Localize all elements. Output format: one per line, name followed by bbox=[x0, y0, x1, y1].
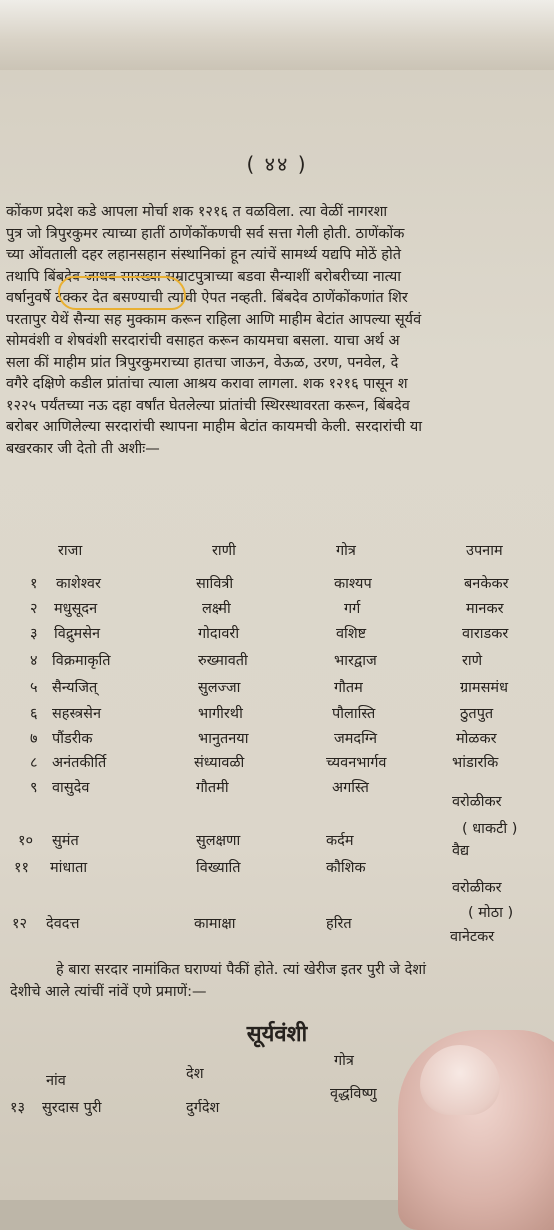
row-gotra: कर्दम bbox=[326, 833, 354, 849]
row-gotra: गर्ग bbox=[344, 601, 361, 617]
header-queen: राणी bbox=[212, 543, 236, 559]
row-surname: ग्रामसमंध bbox=[460, 680, 508, 696]
text-line: १२२५ पर्यंतच्या नऊ दहा वर्षांत घेतलेल्या प्रांतांची स्थिरस्थावरता करून, बिंबदेव bbox=[6, 397, 410, 414]
row-king: अनंतकीर्ति bbox=[52, 755, 107, 771]
row-number: ९ bbox=[30, 780, 38, 796]
row-queen: भागीरथी bbox=[198, 706, 243, 722]
row-gotra: च्यवनभार्गव bbox=[326, 755, 387, 771]
row-king: मांधाता bbox=[50, 860, 88, 876]
row-number: ३ bbox=[30, 626, 38, 642]
section-title: सूर्यवंशी bbox=[246, 1022, 308, 1047]
text-line: वर्षानुवर्षे टक्कर देत बसण्याची त्याची ऐपत नव्हती. बिंबदेव ठाणेंकोंकणांत शिर bbox=[6, 290, 408, 306]
page-top-edge bbox=[0, 0, 554, 70]
text-line: सला कीं माहीम प्रांत त्रिपुरकुमराच्या हातचा जाऊन, वेऊळ, उरण, पनवेल, दे bbox=[6, 354, 399, 371]
row-king: विद्रुमसेन bbox=[54, 626, 101, 642]
row-gotra: जमदग्नि bbox=[334, 731, 378, 747]
row-king: पौंडरीक bbox=[52, 731, 93, 747]
row-queen: विख्याति bbox=[196, 860, 241, 876]
text-line: तथापि बिंबदेव जाधव सारख्या सम्राटपुत्राच्या बडवा सैन्याशीं बरोबरीच्या नात्या bbox=[6, 268, 402, 285]
text-line: सोमवंशी व शेषवंशी सरदारांची वसाहत करून कायमचा बसला. याचा अर्थ अ bbox=[6, 333, 400, 349]
row-number: १० bbox=[18, 833, 34, 849]
row-queen: लक्ष्मी bbox=[202, 601, 231, 617]
row-surname: वानेटकर bbox=[450, 929, 495, 945]
row-gotra: पौलास्ति bbox=[332, 706, 376, 722]
row-number: ११ bbox=[14, 860, 30, 876]
row-king: काशेश्वर bbox=[56, 576, 101, 592]
hand-drawn-highlight-circle bbox=[58, 276, 186, 310]
header-name: नांव bbox=[46, 1073, 66, 1089]
row-surname: मानकर bbox=[466, 601, 504, 617]
text-line: पुत्र जो त्रिपुरकुमर त्याच्या हातीं ठाणेंकोंकणची सर्व सत्ता गेली होती. ठाणेंकोंक bbox=[6, 225, 405, 242]
row-gotra: अगस्ति bbox=[332, 780, 369, 796]
row-queen: कामाक्षा bbox=[194, 916, 236, 932]
header-surname: उपनाम bbox=[466, 543, 503, 559]
row-queen: सुलक्षणा bbox=[196, 833, 241, 849]
page-number: ( ४४ ) bbox=[246, 152, 308, 176]
text-line: हे बारा सरदार नामांकित घराण्यां पैकीं होते. त्यां खेरीज इतर पुरी जे देशां bbox=[56, 962, 426, 978]
text-line: देशीचे आले त्यांचीं नांवें एणे प्रमाणें:— bbox=[10, 983, 207, 1000]
row-queen: गौतमी bbox=[196, 780, 229, 796]
row-country: दुर्गदेश bbox=[186, 1100, 220, 1116]
row-gotra: भारद्वाज bbox=[334, 653, 377, 669]
table-row bbox=[0, 857, 554, 896]
table-row bbox=[0, 913, 554, 945]
row-gotra: वशिष्ट bbox=[336, 626, 367, 642]
row-number: ४ bbox=[30, 653, 38, 669]
table-row bbox=[0, 703, 554, 725]
row-king: विक्रमाकृति bbox=[52, 653, 111, 669]
row-queen: सुलज्जा bbox=[198, 680, 241, 696]
table-row bbox=[0, 623, 554, 645]
row-number: ८ bbox=[30, 755, 38, 771]
row-king: सुमंत bbox=[52, 833, 79, 849]
surname-note: ( मोठा ) bbox=[468, 905, 514, 921]
table-row bbox=[0, 677, 554, 699]
row-king: वासुदेव bbox=[52, 780, 90, 796]
row-surname: वरोळीकर bbox=[452, 880, 502, 896]
text-line: बरोबर आणिलेल्या सरदारांची स्थापना माहीम बेटांत कायमची केली. सरदारांची या bbox=[6, 419, 423, 435]
row-king: मधुसूदन bbox=[54, 601, 98, 617]
row-surname: वाराडकर bbox=[462, 626, 509, 642]
row-gotra: कौशिक bbox=[326, 860, 366, 876]
row-number: १ bbox=[30, 576, 38, 592]
table-row bbox=[0, 777, 554, 810]
header-gotra: गोत्र bbox=[334, 1053, 354, 1069]
header-gotra: गोत्र bbox=[336, 543, 356, 559]
row-king: देवदत्त bbox=[46, 916, 80, 932]
row-number: २ bbox=[30, 601, 38, 617]
row-surname: ठुतपुत bbox=[460, 706, 494, 722]
header-country: देश bbox=[186, 1066, 204, 1082]
row-number: ५ bbox=[30, 680, 38, 696]
row-queen: सावित्री bbox=[196, 576, 234, 592]
row-number: ६ bbox=[30, 706, 38, 722]
row-queen: भानुतनया bbox=[198, 731, 249, 747]
row-king: सहस्त्रसेन bbox=[52, 706, 101, 722]
row-king: सैन्यजित् bbox=[52, 680, 98, 696]
row-surname: वैद्य bbox=[452, 843, 470, 859]
row-surname: वरोळीकर bbox=[452, 794, 502, 810]
row-gotra: काश्यप bbox=[334, 576, 372, 592]
row-surname: भांडारकि bbox=[452, 755, 499, 771]
row-queen: रुख्मावती bbox=[198, 653, 248, 669]
table-row bbox=[0, 752, 554, 774]
table-row bbox=[0, 598, 554, 620]
text-line: च्या ओंवताली दहर लहानसहान संस्थानिकां हून त्यांचें सामर्थ्य यद्यपि मोठें होते bbox=[6, 247, 401, 263]
table-header bbox=[0, 540, 554, 562]
row-name: सुरदास पुरी bbox=[42, 1100, 102, 1116]
row-gotra: हरित bbox=[326, 916, 352, 932]
row-number: १२ bbox=[12, 916, 28, 932]
header-king: राजा bbox=[58, 543, 83, 559]
row-surname: राणे bbox=[462, 653, 483, 669]
row-queen: गोदावरी bbox=[198, 626, 240, 642]
surname-note: ( धाकटी ) bbox=[462, 821, 518, 837]
text-line: परतापुर येथें सैन्या सह मुक्काम करून राहिला आणि माहीम बेटांत आपल्या सूर्यवं bbox=[6, 311, 422, 328]
table-row bbox=[0, 650, 554, 672]
row-queen: संध्यावळी bbox=[194, 755, 245, 771]
row-number: ७ bbox=[30, 731, 38, 747]
paragraph-history bbox=[6, 202, 554, 460]
text-line: कोंकण प्रदेश कडे आपला मोर्चा शक १२१६ त वळविला. त्या वेळीं नागरशा bbox=[6, 204, 388, 220]
row-number: १३ bbox=[10, 1100, 26, 1116]
row-surname: मोळकर bbox=[456, 731, 497, 747]
table-row bbox=[0, 573, 554, 595]
table-row bbox=[0, 728, 554, 750]
row-gotra: वृद्धविष्णु bbox=[330, 1086, 377, 1102]
text-line: बखरकार जी देतो ती अशीः— bbox=[6, 440, 160, 457]
row-surname: बनकेकर bbox=[464, 576, 509, 592]
thumbnail-nail bbox=[420, 1045, 500, 1115]
paragraph-intro bbox=[10, 960, 554, 1003]
row-gotra: गौतम bbox=[334, 680, 363, 696]
table-row bbox=[0, 830, 554, 859]
text-line: वगैरे दक्षिणे कडील प्रांतांचा त्याला आश्रय करावा लागला. शक १२१६ पासून श bbox=[6, 376, 408, 392]
